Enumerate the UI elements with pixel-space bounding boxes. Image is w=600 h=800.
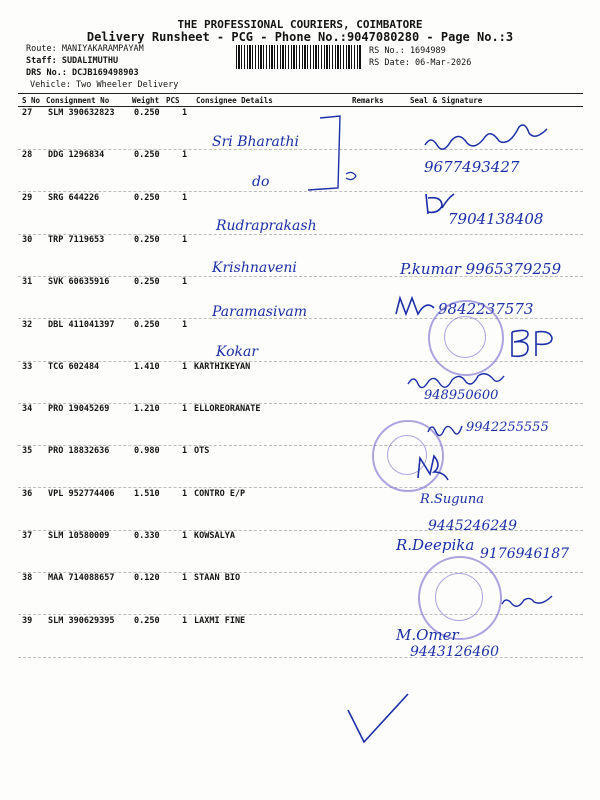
cell-consignee: KARTHIKEYAN	[194, 361, 251, 372]
signature-31: P.kumar 9965379259	[400, 260, 562, 278]
signature-38	[498, 592, 558, 614]
rs-number: RS No.: 1694989	[369, 46, 446, 56]
cell-sno: 28	[22, 150, 33, 161]
col-pcs: PCS	[166, 96, 180, 105]
cell-sno: 31	[22, 277, 33, 288]
cell-weight: 0.980	[134, 446, 160, 457]
cell-pcs: 1	[182, 234, 188, 245]
cell-consignee: CONTRO E/P	[194, 488, 246, 499]
cell-pcs: 1	[182, 150, 188, 161]
cell-sno: 32	[22, 319, 33, 330]
cell-pcs: 1	[182, 108, 188, 118]
handwritten-name-31: Paramasivam	[212, 304, 307, 320]
signature-phone-35: 9942255555	[466, 420, 549, 435]
col-consignment: Consignment No	[46, 96, 110, 105]
vehicle-label: Vehicle: Two Wheeler Delivery	[30, 80, 179, 90]
signature-bp	[506, 328, 566, 362]
table-row	[18, 446, 583, 488]
handwritten-name-30: Krishnaveni	[212, 260, 297, 276]
cell-weight: 0.330	[134, 531, 160, 541]
signature-phone-36: 9445246249	[428, 518, 518, 534]
cell-weight: 0.250	[134, 615, 160, 626]
barcode	[236, 45, 362, 69]
cell-sno: 33	[22, 361, 33, 372]
cell-sno: 27	[22, 108, 33, 118]
cell-consignee: OTS	[194, 446, 210, 457]
cell-pcs: 1	[182, 277, 188, 288]
cell-pcs: 1	[182, 361, 188, 372]
cell-pcs: 1	[182, 531, 188, 541]
cell-consignment: DDG 1296834	[48, 150, 105, 161]
cell-sno: 29	[22, 192, 33, 203]
company-title: THE PROFESSIONAL COURIERS, COIMBATORE	[177, 18, 423, 31]
cell-pcs: 1	[182, 404, 188, 415]
rs-date: RS Date: 06-Mar-2026	[369, 58, 472, 68]
cell-consignment: PRO 19045269	[48, 404, 110, 415]
cell-consignment: SLM 390632823	[48, 108, 115, 118]
cell-weight: 0.250	[134, 277, 160, 288]
cell-weight: 0.250	[134, 108, 160, 118]
cell-weight: 1.210	[134, 404, 160, 415]
cell-consignee: ELLOREORANATE	[194, 404, 261, 415]
cell-sno: 37	[22, 531, 33, 541]
handwritten-name-29: Rudraprakash	[216, 218, 317, 234]
cell-consignment: TRP 7119653	[48, 234, 105, 245]
cell-sno: 39	[22, 615, 33, 626]
cell-sno: 35	[22, 446, 33, 457]
cell-pcs: 1	[182, 319, 188, 330]
cell-pcs: 1	[182, 573, 188, 584]
cell-sno: 34	[22, 404, 33, 415]
header-top-rule	[18, 93, 583, 94]
runsheet-title: Delivery Runsheet - PCG - Phone No.:9047080280 - Page No.:3	[86, 30, 514, 44]
signature-39-name: M.Omer	[396, 626, 459, 644]
signature-36-scribble	[414, 450, 454, 484]
col-seal-signature: Seal & Signature	[410, 96, 483, 105]
route-label: Route: MANIYAKARAMPAYAM	[26, 44, 144, 54]
signature-phone-28: 9677493427	[424, 158, 520, 176]
cell-weight: 0.250	[134, 319, 160, 330]
header-bottom-rule	[18, 106, 583, 107]
cell-pcs: 1	[182, 446, 188, 457]
signature-phone-29: 7904138408	[448, 210, 544, 228]
cell-consignee: LAXMI FINE	[194, 615, 246, 626]
col-sno: S No	[22, 96, 41, 105]
drs-number: DRS No.: DCJB169498903	[26, 68, 139, 78]
signature-36-name: R.Suguna	[420, 492, 485, 507]
cell-consignment: MAA 714088657	[48, 573, 115, 584]
bracket-mark	[300, 110, 370, 200]
signature-phone-37: 9176946187	[480, 546, 570, 562]
col-weight: Weight	[132, 96, 160, 105]
col-remarks: Remarks	[352, 96, 384, 105]
handwritten-name-28: do	[252, 174, 270, 190]
cell-consignment: SLM 10580009	[48, 531, 110, 541]
cell-consignment: SRG 644226	[48, 192, 100, 203]
signature-phone-32: 9842237573	[438, 300, 534, 318]
cell-consignee: KOWSALYA	[194, 531, 235, 541]
cell-consignment: SVK 60635916	[48, 277, 110, 288]
cell-consignment: VPL 952774406	[48, 488, 115, 499]
col-consignee: Consignee Details	[196, 96, 273, 105]
cell-sno: 38	[22, 573, 33, 584]
check-mark	[340, 690, 420, 750]
cell-pcs: 1	[182, 488, 188, 499]
company-seal-stamp-1	[428, 300, 504, 376]
cell-weight: 0.250	[134, 150, 160, 161]
staff-label: Staff: SUDALIMUTHU	[26, 56, 119, 66]
cell-consignee: STAAN BIO	[194, 573, 241, 584]
cell-sno: 30	[22, 234, 33, 245]
cell-weight: 0.120	[134, 573, 160, 584]
cell-pcs: 1	[182, 615, 188, 626]
signature-35	[424, 418, 464, 440]
handwritten-name-32: Kokar	[216, 344, 259, 360]
cell-consignment: TCG 602484	[48, 361, 100, 372]
cell-weight: 1.410	[134, 361, 160, 372]
cell-consignment: PRO 18832636	[48, 446, 110, 457]
signature-phone-39: 9443126460	[410, 644, 500, 660]
cell-pcs: 1	[182, 192, 188, 203]
handwritten-name-27: Sri Bharathi	[212, 134, 300, 150]
signature-phone-34: 948950600	[424, 388, 499, 403]
cell-weight: 0.250	[134, 234, 160, 245]
cell-weight: 0.250	[134, 192, 160, 203]
cell-weight: 1.510	[134, 488, 160, 499]
cell-consignment: SLM 390629395	[48, 615, 115, 626]
signature-37-name: R.Deepika	[396, 536, 475, 554]
cell-sno: 36	[22, 488, 33, 499]
cell-consignment: DBL 411041397	[48, 319, 115, 330]
